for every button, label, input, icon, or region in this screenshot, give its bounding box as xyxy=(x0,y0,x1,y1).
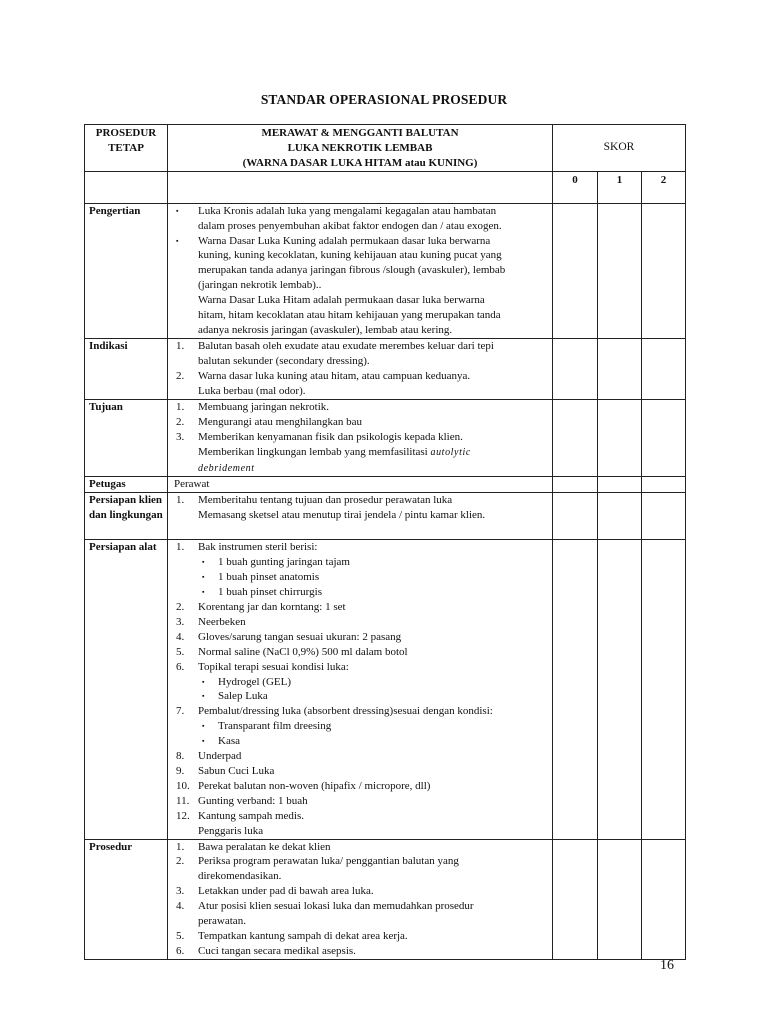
section-row xyxy=(85,399,686,477)
content-line xyxy=(172,219,548,234)
content-line xyxy=(172,508,548,523)
line-text: Korentang jar dan korntang: 1 set xyxy=(198,601,346,614)
line-text: Salep Luka xyxy=(218,690,268,703)
line-text: direkomendasikan. xyxy=(198,870,282,883)
list-number: 2. xyxy=(176,369,185,382)
bullet-square-icon: ▪ xyxy=(202,692,205,701)
score-1-cell xyxy=(598,540,642,839)
score-0-cell xyxy=(553,203,598,338)
score-1-header: 1 xyxy=(598,171,642,203)
header-skor: SKOR xyxy=(553,125,686,172)
line-text: Bawa peralatan ke dekat klien xyxy=(198,840,331,853)
line-text: Memberikan lingkungan lembab yang memfasilitasi xyxy=(198,445,431,458)
bullet-square-icon: ▪ xyxy=(202,677,205,686)
content-line xyxy=(172,323,548,338)
line-text: Periksa program perawatan luka/ penggantian balutan yang xyxy=(198,855,459,868)
line-text: Warna Dasar Luka Kuning adalah permukaan dasar luka berwarna xyxy=(198,234,491,247)
section-label: Indikasi xyxy=(85,338,168,399)
line-text: Transparant film dreesing xyxy=(218,720,332,733)
empty-cell xyxy=(168,171,553,203)
line-text: perawatan. xyxy=(198,915,246,928)
bullet-square-icon: ▪ xyxy=(202,588,205,597)
score-0-header: 0 xyxy=(553,171,598,203)
content-line xyxy=(172,719,548,734)
line-text: Kantung sampah medis. xyxy=(198,809,305,822)
line-text: Mengurangi atau menghilangkan bau xyxy=(198,415,363,428)
section-content xyxy=(168,477,553,493)
line-text: Gunting verband: 1 buah xyxy=(198,794,308,807)
list-number: 2. xyxy=(176,415,185,428)
section-label: Pengertian xyxy=(85,203,168,338)
line-text: Hydrogel (GEL) xyxy=(218,675,292,688)
header-row xyxy=(85,125,686,172)
bullet-square-icon: ▪ xyxy=(202,573,205,582)
section-content xyxy=(168,399,553,477)
line-text: Warna dasar luka kuning atau hitam, atau campuan keduanya. xyxy=(198,369,471,382)
line-text: hitam, hitam kecoklatan atau hitam kehijauan yang merupakan tanda xyxy=(198,309,501,322)
section-row xyxy=(85,540,686,839)
content-line xyxy=(172,854,548,869)
line-text: Memberikan kenyamanan fisik dan psikologis kepada klien. xyxy=(198,430,463,443)
line-text: Memasang sketsel atau menutup tirai jendela / pintu kamar klien. xyxy=(198,509,486,522)
page-number: 16 xyxy=(660,958,674,973)
line-text: (jaringan nekrotik lembab).. xyxy=(198,279,322,292)
content-line xyxy=(172,445,548,461)
line-text: Kasa xyxy=(218,735,240,748)
section-content xyxy=(168,203,553,338)
content-line xyxy=(172,369,548,384)
content-line xyxy=(172,415,548,430)
content-line xyxy=(172,477,548,492)
list-number: 12. xyxy=(176,809,190,822)
line-text: Cuci tangan secara medikal asepsis. xyxy=(198,944,356,957)
line-text: kuning, kuning kecoklatan, kuning kehijauan atau kuning pucat yang xyxy=(198,249,502,262)
section-content xyxy=(168,338,553,399)
score-2-header: 2 xyxy=(642,171,686,203)
score-2-cell xyxy=(642,477,686,493)
line-text: Luka Kronis adalah luka yang mengalami kegagalan atau hambatan xyxy=(198,204,497,217)
list-number: 8. xyxy=(176,750,185,763)
line-text: Normal saline (NaCl 0,9%) 500 ml dalam botol xyxy=(198,645,408,658)
score-1-cell xyxy=(598,338,642,399)
list-number: 6. xyxy=(176,660,185,673)
content-line xyxy=(172,704,548,719)
score-1-cell xyxy=(598,839,642,959)
page-title: STANDAR OPERASIONAL PROSEDUR xyxy=(260,92,508,107)
section-row xyxy=(85,493,686,540)
line-text: 1 buah pinset anatomis xyxy=(218,571,320,584)
list-number: 4. xyxy=(176,630,185,643)
content-line xyxy=(172,944,548,959)
header-middle-line: MERAWAT & MENGGANTI BALUTAN xyxy=(261,127,459,139)
score-0-cell xyxy=(553,839,598,959)
content-line xyxy=(172,430,548,445)
line-text: Sabun Cuci Luka xyxy=(198,765,275,777)
line-text: Balutan basah oleh exudate atau exudate merembes keluar dari tepi xyxy=(198,339,494,352)
list-number: 7. xyxy=(176,705,185,718)
line-text: Memberitahu tentang tujuan dan prosedur perawatan luka xyxy=(198,494,453,507)
score-0-cell xyxy=(553,540,598,839)
line-text: Perekat balutan non-woven (hipafix / micropore, dll) xyxy=(198,779,431,792)
score-2-cell xyxy=(642,493,686,540)
section-row xyxy=(85,839,686,959)
line-text: 1 buah gunting jaringan tajam xyxy=(218,556,350,569)
line-text: Letakkan under pad di bawah area luka. xyxy=(198,885,374,898)
line-text: Topikal terapi sesuai kondisi luka: xyxy=(198,660,349,673)
line-text: adanya nekrosis jaringan (avaskuler), lembab atau kering. xyxy=(198,323,453,336)
section-label: Persiapan klien dan lingkungan xyxy=(85,493,168,540)
content-line xyxy=(172,764,548,779)
content-line xyxy=(172,840,548,855)
content-line xyxy=(172,384,548,399)
score-0-cell xyxy=(553,338,598,399)
content-line xyxy=(172,585,548,600)
line-text: dalam proses penyembuhan akibat faktor endogen dan / atau exogen. xyxy=(198,219,502,232)
line-text: balutan sekunder (secondary dressing). xyxy=(198,354,370,367)
section-row xyxy=(85,338,686,399)
content-line xyxy=(172,615,548,630)
list-number: 11. xyxy=(176,794,190,807)
bullet-square-icon: ▪ xyxy=(202,558,205,567)
content-line xyxy=(172,234,548,249)
header-left-line: TETAP xyxy=(108,141,144,154)
list-number: 10. xyxy=(176,779,190,792)
section-content xyxy=(168,540,553,839)
content-line xyxy=(172,354,548,369)
list-number: 9. xyxy=(176,765,185,777)
list-number: 5. xyxy=(176,645,185,658)
content-line xyxy=(172,600,548,615)
score-2-cell xyxy=(642,540,686,839)
section-label: Prosedur xyxy=(85,839,168,959)
content-line xyxy=(172,555,548,570)
content-line xyxy=(172,630,548,645)
content-line xyxy=(172,929,548,944)
section-row xyxy=(85,203,686,338)
content-line xyxy=(172,660,548,675)
list-number: 3. xyxy=(176,885,185,898)
line-text: Luka berbau (mal odor). xyxy=(198,384,306,397)
section-label: Tujuan xyxy=(85,399,168,477)
score-0-cell xyxy=(553,399,598,477)
line-text: Neerbeken xyxy=(198,615,246,628)
content-line xyxy=(172,461,548,477)
content-line xyxy=(172,278,548,293)
list-number: 1. xyxy=(176,400,185,413)
score-1-cell xyxy=(598,477,642,493)
list-number: 2. xyxy=(176,855,185,868)
line-text: Atur posisi klien sesuai lokasi luka dan memudahkan prosedur xyxy=(198,900,474,913)
list-number: 3. xyxy=(176,430,185,443)
content-line xyxy=(172,824,548,839)
section-content xyxy=(168,839,553,959)
content-line xyxy=(172,689,548,704)
content-line xyxy=(172,204,548,219)
content-line xyxy=(172,570,548,585)
content-line xyxy=(172,400,548,415)
score-2-cell xyxy=(642,399,686,477)
section-label: Petugas xyxy=(85,477,168,493)
bullet-square-icon: ▪ xyxy=(202,722,205,731)
header-left-line: PROSEDUR xyxy=(95,127,157,139)
line-text: Warna Dasar Luka Hitam adalah permukaan dasar luka berwarna xyxy=(198,294,485,307)
score-2-cell xyxy=(642,338,686,399)
content-line xyxy=(172,869,548,884)
content-line xyxy=(172,645,548,660)
line-text: Bak instrumen steril berisi: xyxy=(198,541,318,554)
content-line xyxy=(172,248,548,263)
section-content xyxy=(168,493,553,540)
header-middle-line: (WARNA DASAR LUKA HITAM atau KUNING) xyxy=(242,156,478,169)
content-line xyxy=(172,779,548,794)
line-text: Pembalut/dressing luka (absorbent dressing)sesuai dengan kondisi: xyxy=(198,705,493,718)
score-2-cell xyxy=(642,203,686,338)
sop-table xyxy=(84,124,686,960)
section-label: Persiapan alat xyxy=(85,540,168,839)
content-line xyxy=(172,493,548,508)
list-number: 1. xyxy=(176,541,185,554)
content-line xyxy=(172,339,548,354)
content-line xyxy=(172,263,548,278)
line-text: Perawat xyxy=(174,478,210,491)
content-line xyxy=(172,794,548,809)
score-1-cell xyxy=(598,203,642,338)
content-line xyxy=(172,540,548,555)
content-line xyxy=(172,899,548,914)
score-2-cell xyxy=(642,839,686,959)
list-number: 6. xyxy=(176,944,185,957)
list-number: 1. xyxy=(176,339,185,352)
header-middle-line: LUKA NEKROTIK LEMBAB xyxy=(287,141,433,154)
content-line xyxy=(172,809,548,824)
empty-cell xyxy=(85,171,168,203)
content-line xyxy=(172,914,548,929)
content-line xyxy=(172,675,548,690)
bullet-square-icon: ▪ xyxy=(176,206,179,215)
score-1-cell xyxy=(598,493,642,540)
line-text: Gloves/sarung tangan sesuai ukuran: 2 pasang xyxy=(198,630,402,643)
content-line xyxy=(172,308,548,323)
score-0-cell xyxy=(553,477,598,493)
line-text: Membuang jaringan nekrotik. xyxy=(198,400,330,413)
line-text: Underpad xyxy=(198,750,242,763)
line-text: Penggaris luka xyxy=(198,824,264,837)
score-1-cell xyxy=(598,399,642,477)
list-number: 1. xyxy=(176,840,185,853)
line-italic-text: debridement xyxy=(198,462,255,474)
score-0-cell xyxy=(553,493,598,540)
list-number: 4. xyxy=(176,900,185,913)
list-number: 3. xyxy=(176,615,185,628)
content-line xyxy=(172,884,548,899)
content-line xyxy=(172,293,548,308)
bullet-square-icon: ▪ xyxy=(176,236,179,245)
score-number-row xyxy=(85,171,686,203)
section-row xyxy=(85,477,686,493)
list-number: 5. xyxy=(176,929,185,942)
content-line xyxy=(172,749,548,764)
line-text: Tempatkan kantung sampah di dekat area kerja. xyxy=(198,929,408,942)
list-number: 1. xyxy=(176,494,185,507)
header-prosedur-tetap xyxy=(85,125,168,172)
line-text: merupakan tanda adanya jaringan fibrous /slough (avaskuler), lembab xyxy=(198,264,506,277)
header-procedure-title xyxy=(168,125,553,172)
list-number: 2. xyxy=(176,601,185,614)
content-line xyxy=(172,734,548,749)
bullet-square-icon: ▪ xyxy=(202,737,205,746)
line-text: 1 buah pinset chirrurgis xyxy=(218,586,322,599)
line-italic-text: autolytic xyxy=(430,446,471,458)
